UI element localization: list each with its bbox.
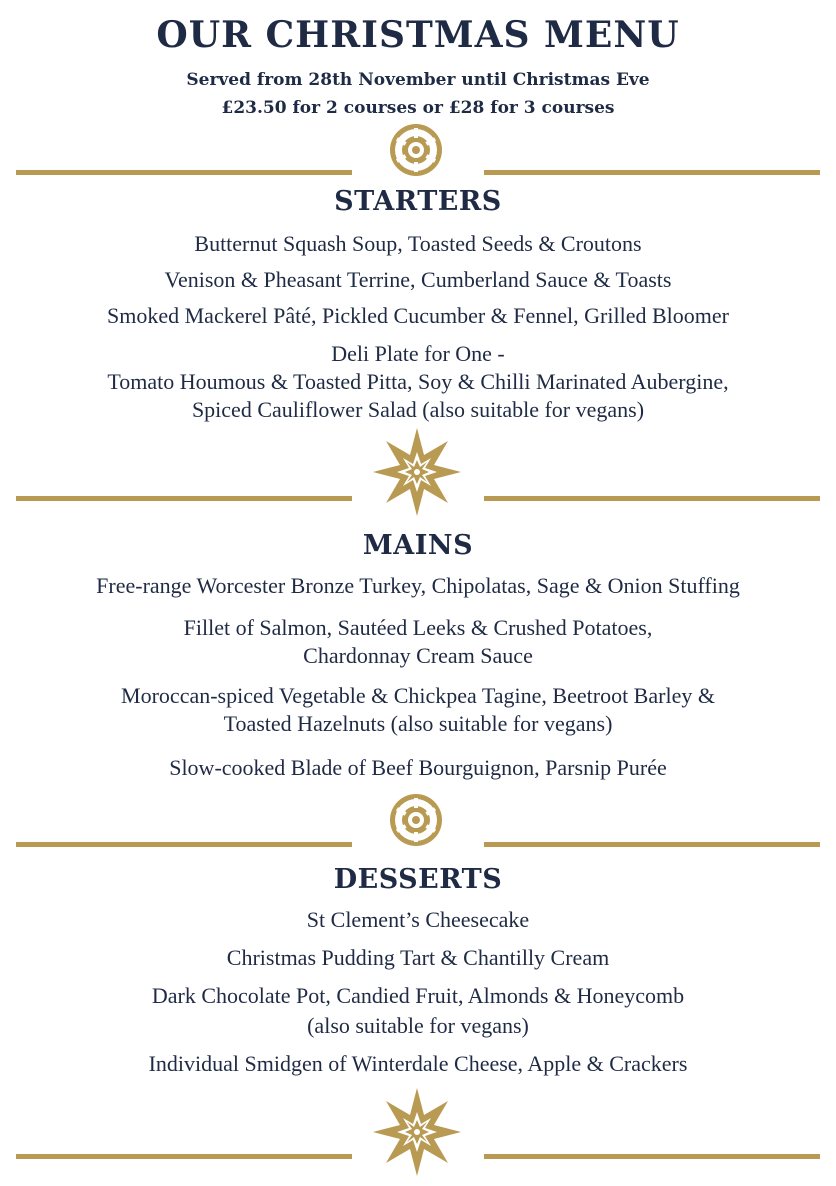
divider-left — [16, 842, 352, 847]
menu-item: Slow-cooked Blade of Beef Bourguignon, Parsnip Purée — [169, 755, 667, 780]
snowflake-wheel-icon — [386, 120, 446, 180]
section-heading-mains: MAINS — [362, 530, 474, 561]
menu-item: Smoked Mackerel Pâté, Pickled Cucumber & Fennel, Grilled Bloomer — [107, 303, 729, 328]
snowflake-wheel-icon — [386, 790, 446, 850]
subtitle-prices: £23.50 for 2 courses or £28 for 3 courses — [221, 98, 615, 118]
divider-right — [484, 496, 820, 501]
divider-right — [484, 842, 820, 847]
divider-left — [16, 170, 352, 175]
menu-item: Tomato Houmous & Toasted Pitta, Soy & Chilli Marinated Aubergine, — [107, 369, 729, 394]
menu-item: Butternut Squash Soup, Toasted Seeds & Croutons — [194, 231, 642, 256]
subtitle-dates: Served from 28th November until Christmas Eve — [186, 70, 650, 90]
menu-item: Deli Plate for One - — [331, 341, 505, 366]
gold-star-icon — [371, 1086, 463, 1178]
menu-item: St Clement’s Cheesecake — [306, 907, 530, 932]
menu-item: Christmas Pudding Tart & Chantilly Cream — [226, 945, 610, 970]
divider-right — [484, 1154, 820, 1159]
menu-item: (also suitable for vegans) — [307, 1013, 529, 1038]
menu-item: Moroccan-spiced Vegetable & Chickpea Tagine, Beetroot Barley & — [121, 683, 715, 708]
menu-item: Fillet of Salmon, Sautéed Leeks & Crushed Potatoes, — [183, 615, 653, 640]
page-title: OUR CHRISTMAS MENU — [156, 14, 680, 56]
menu-item: Venison & Pheasant Terrine, Cumberland Sauce & Toasts — [164, 267, 672, 292]
section-heading-desserts: DESSERTS — [333, 864, 503, 895]
menu-item: Toasted Hazelnuts (also suitable for vegans) — [223, 711, 613, 736]
menu-item: Dark Chocolate Pot, Candied Fruit, Almonds & Honeycomb — [151, 983, 685, 1008]
menu-item: Chardonnay Cream Sauce — [303, 643, 533, 668]
menu-item: Spiced Cauliflower Salad (also suitable for vegans) — [191, 397, 645, 422]
divider-left — [16, 496, 352, 501]
divider-right — [484, 170, 820, 175]
section-heading-starters: STARTERS — [334, 186, 502, 217]
menu-item: Individual Smidgen of Winterdale Cheese, Apple & Crackers — [148, 1051, 688, 1076]
divider-left — [16, 1154, 352, 1159]
gold-star-icon — [371, 426, 463, 518]
menu-item: Free-range Worcester Bronze Turkey, Chipolatas, Sage & Onion Stuffing — [96, 573, 740, 598]
